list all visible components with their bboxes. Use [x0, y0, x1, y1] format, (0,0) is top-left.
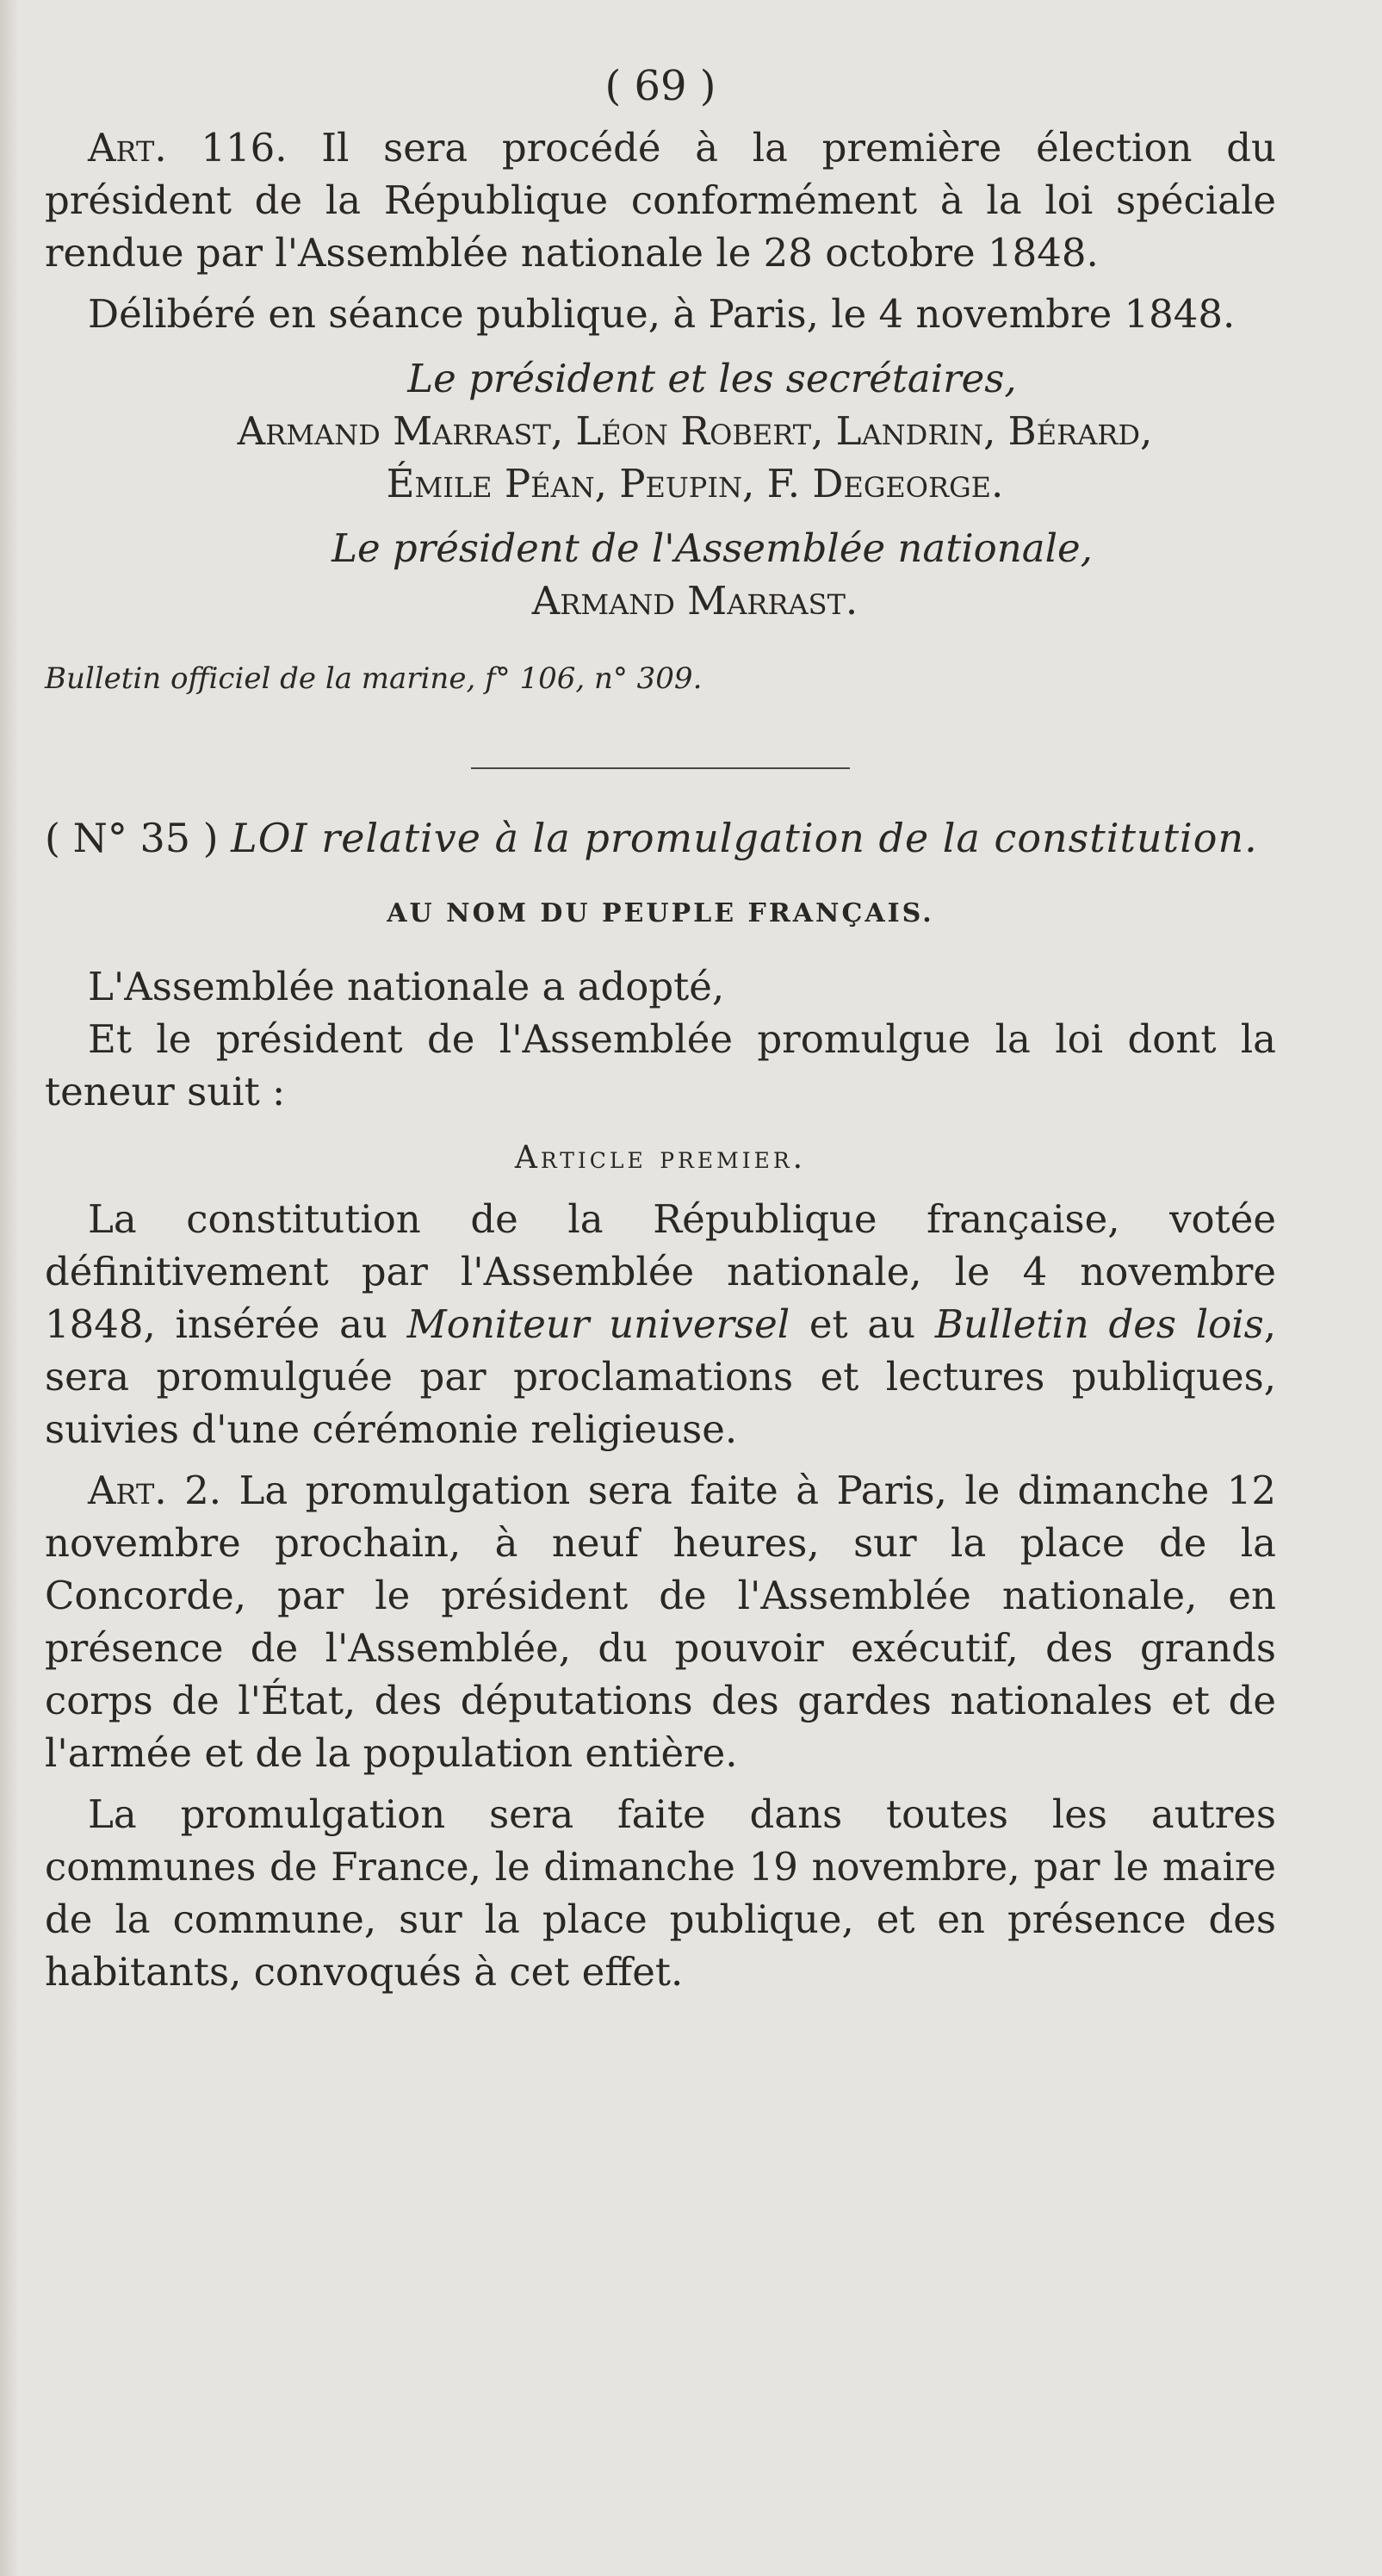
- section-divider: [471, 767, 850, 769]
- deliberation-line: Délibéré en séance publique, à Paris, le 4 novembre 1848.: [88, 291, 1236, 337]
- law-number: ( N° 35 ): [45, 815, 219, 861]
- signatures-line-2: Émile Péan, Peupin, F. Degeorge.: [386, 461, 1004, 506]
- source-citation: [45, 653, 1276, 705]
- law-title-text: LOI relative à la promulgation de la constitution.: [231, 815, 1258, 861]
- article-2-label: Art.: [88, 1468, 167, 1513]
- source-citation-text: Bulletin officiel de la marine, f° 106, n° 309.: [45, 661, 703, 696]
- page-number: ( 69 ): [604, 62, 716, 110]
- signatures-heading: Le président et les secrétaires,: [407, 356, 1017, 401]
- president-heading: Le président de l'Assemblée nationale,: [332, 525, 1093, 571]
- article-first-heading: Article premier.: [514, 1140, 807, 1176]
- article-1-text-a: La constitution de la République française, votée définitivement par l'Assemblée nationale, le 4 novembre 1848, insérée au: [45, 1196, 1276, 1347]
- article-116: [45, 121, 1276, 279]
- article-1-text-b: et au: [790, 1301, 935, 1347]
- adopted-line: L'Assemblée nationale a adopté,: [88, 964, 725, 1009]
- bulletin-title: Bulletin des lois: [934, 1301, 1264, 1347]
- preamble: AU NOM DU PEUPLE FRANÇAIS.: [387, 898, 934, 928]
- article-116-label: Art.: [88, 125, 167, 171]
- promulgation-line: Et le président de l'Assemblée promulgue la loi dont la teneur suit :: [45, 1016, 1276, 1114]
- article-2-paragraph-2: La promulgation sera faite dans toutes les autres communes de France, le dimanche 19 novembre, par le maire de la commune, sur la place publique, et en présence des habitants, convoqués à cet effet.: [45, 1791, 1276, 1995]
- page-content: [45, 60, 1276, 1998]
- binding-gutter: [0, 0, 19, 2576]
- moniteur-title: Moniteur universel: [406, 1301, 790, 1347]
- article-2-text: 2. La promulgation sera faite à Paris, le dimanche 12 novembre prochain, à neuf heures, sur la place de la Concorde, par le président de l'Assemblée nationale, en présence de l'Assemblée, du pouvoir exécutif, des grands corps de l'État, des députations des gardes nationales et de l'armée et de la population entière.: [45, 1468, 1276, 1776]
- article-2: [45, 1464, 1276, 1779]
- signatures-line-1: Armand Marrast, Léon Robert, Landrin, Bérard,: [237, 408, 1153, 454]
- article-1: [45, 1193, 1276, 1456]
- president-name: Armand Marrast.: [531, 578, 858, 624]
- law-title: [45, 812, 1276, 865]
- article-1-text-c: , sera promulguée par proclamations et lectures publiques, suivies d'une cérémonie religieuse.: [45, 1301, 1277, 1452]
- article-116-text: 116. Il sera procédé à la première élection du président de la République conformément à la loi spéciale rendue par l'Assemblée nationale le 28 octobre 1848.: [45, 125, 1276, 276]
